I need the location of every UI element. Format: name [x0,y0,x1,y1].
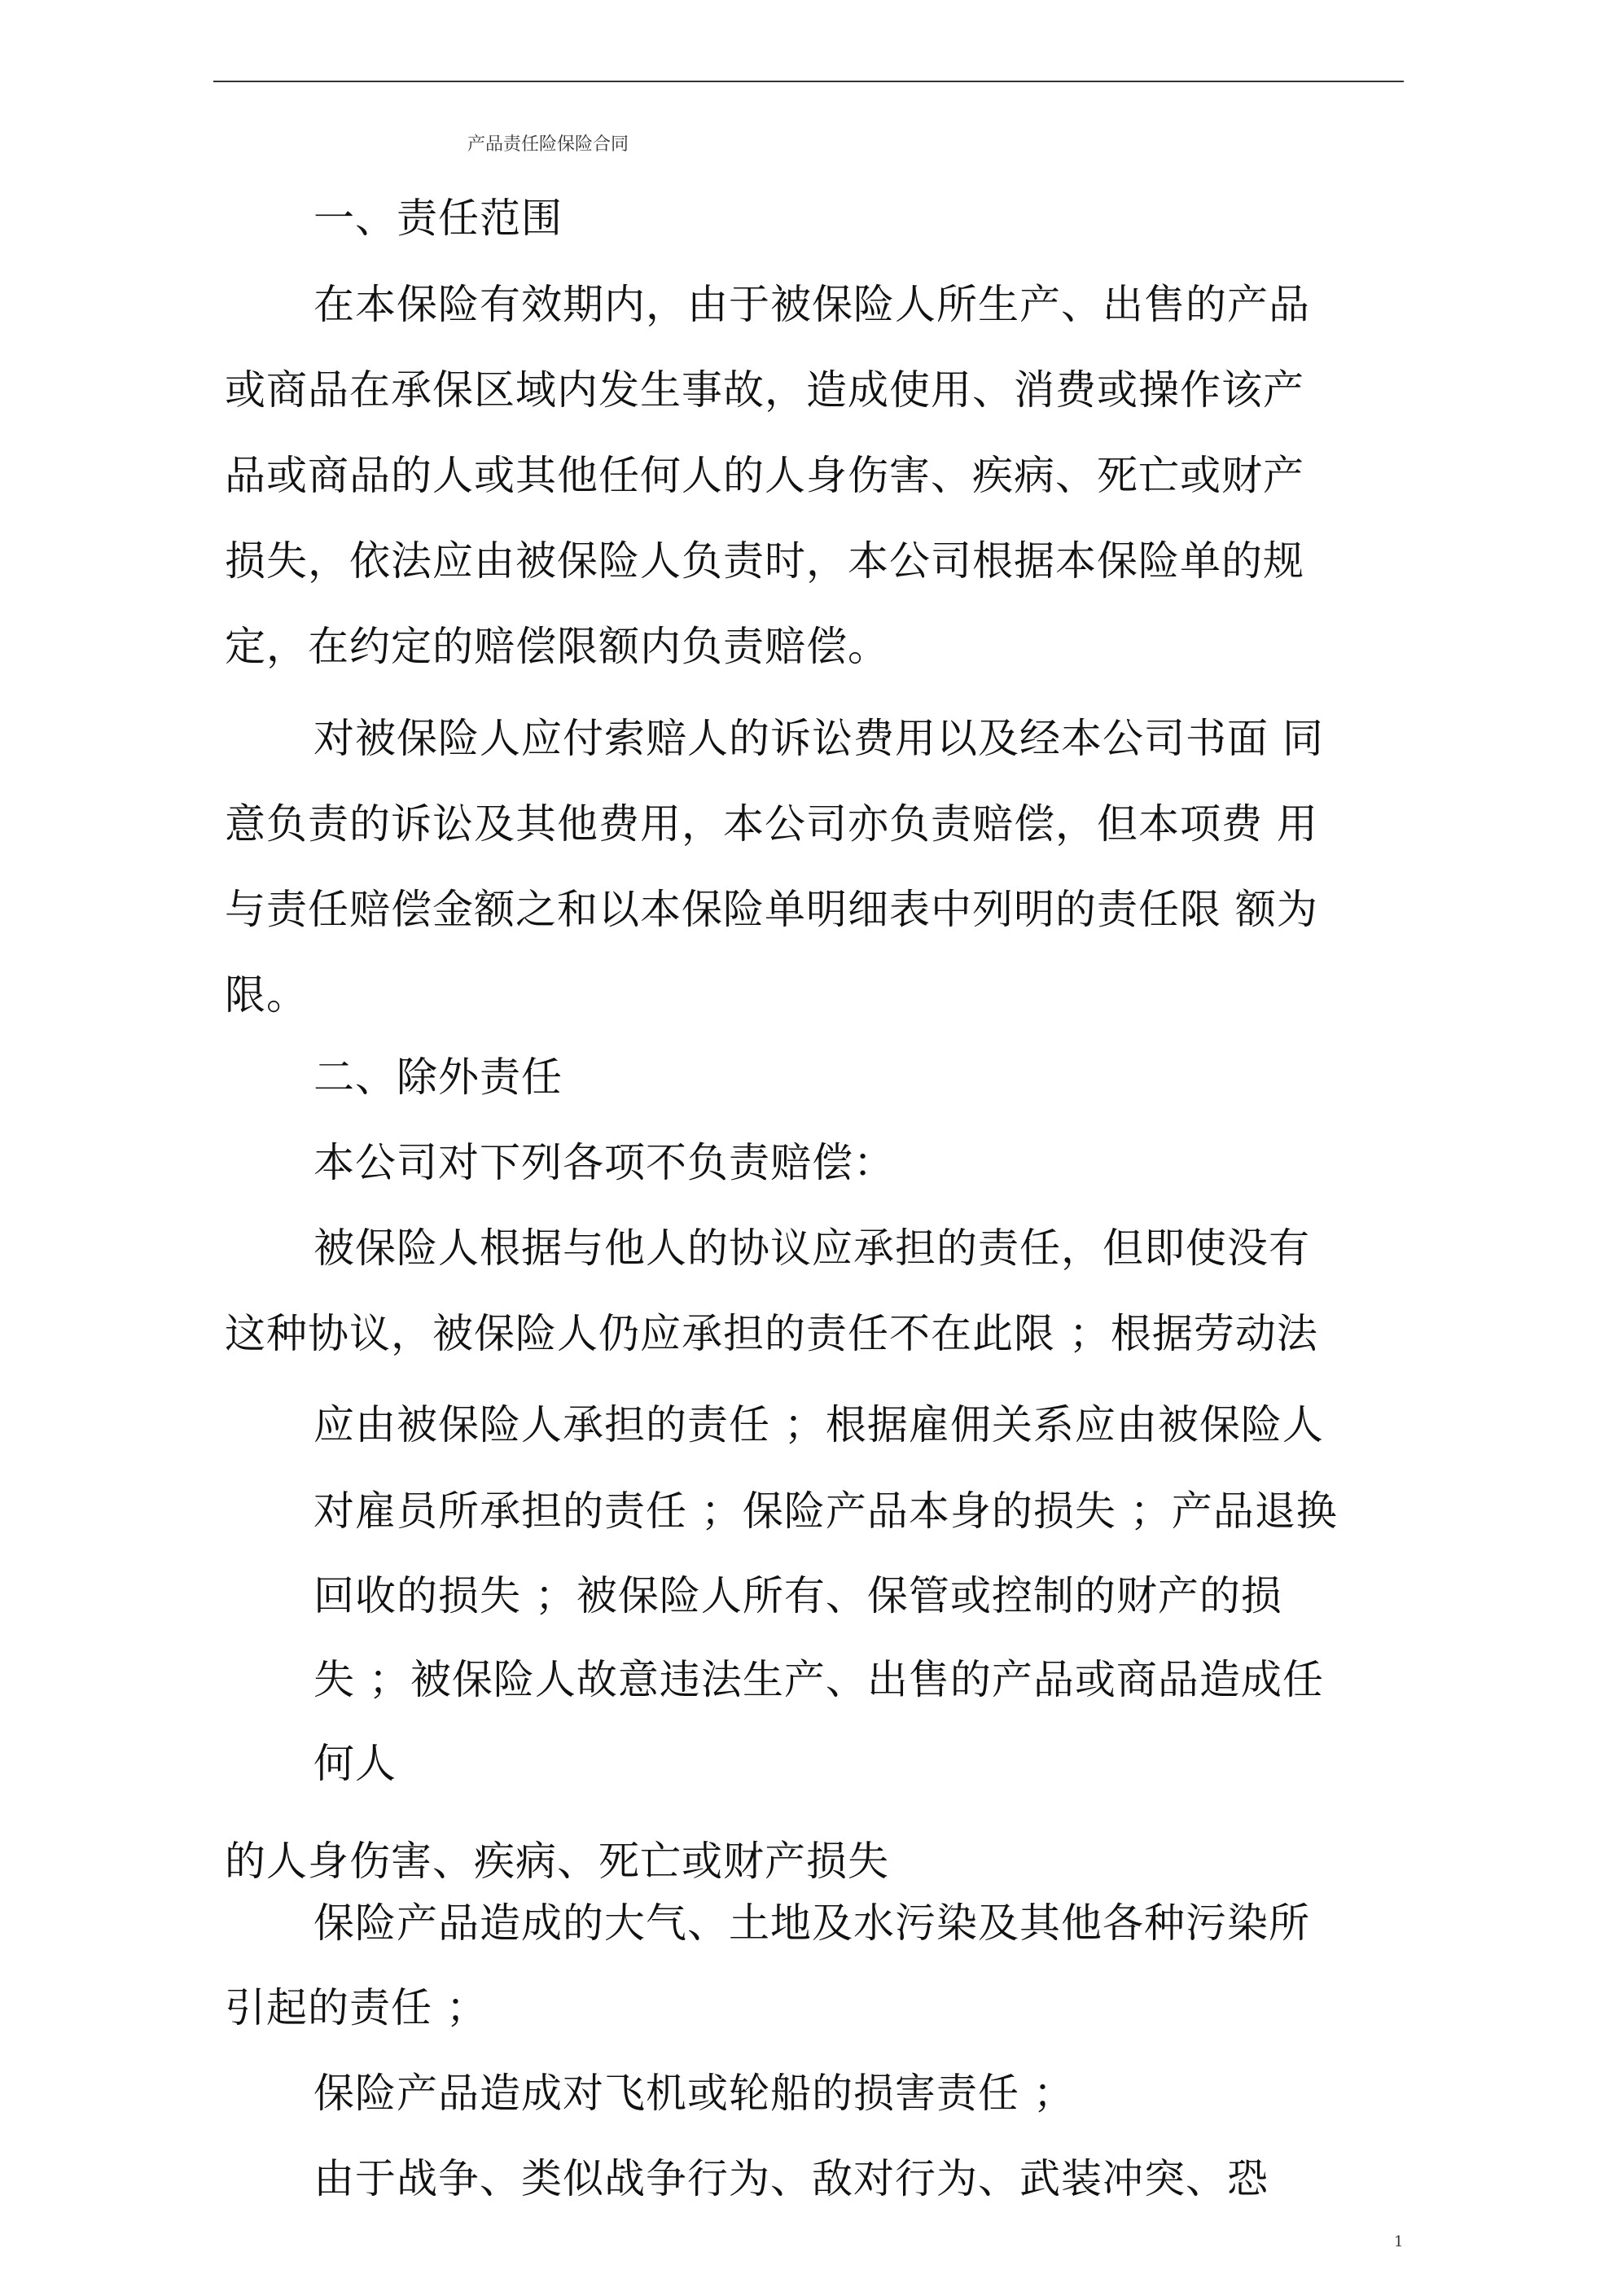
paragraph-line: 本公司对下列各项不负责赔偿： [313,1139,895,1186]
paragraph-line: 在本保险有效期内，由于被保险人所生产、出售的产品 [313,281,1310,328]
paragraph-line: 或商品在承保区域内发生事故，造成使用、消费或操作该产 [225,366,1304,414]
paragraph-line: 回收的损失 ；被保险人所有、保管或控制的财产的损 [313,1572,1282,1619]
paragraph-line: 对被保险人应付索赔人的诉讼费用以及经本公司书面 同 [313,715,1324,762]
section-heading-exclusions: 二、除外责任 [313,1054,563,1101]
header-rule [213,81,1404,82]
paragraph-line: 保险产品造成的大气、土地及水污染及其他各种污染所 [313,1899,1310,1947]
paragraph-line: 这种协议，被保险人仍应承担的责任不在此限 ；根据劳动法 [225,1310,1318,1357]
paragraph-line: 何人 [313,1740,397,1787]
paragraph-line: 定，在约定的赔偿限额内负责赔偿。 [225,623,889,670]
paragraph-line: 应由被保险人承担的责任 ；根据雇佣关系应由被保险人 [313,1401,1324,1448]
page-number: 1 [1394,2233,1404,2250]
paragraph-line: 失 ；被保险人故意违法生产、出售的产品或商品造成任 [313,1656,1324,1703]
paragraph-line: 限。 [225,971,308,1019]
paragraph-line: 由于战争、类似战争行为、敌对行为、武装冲突、恐 [313,2155,1269,2202]
document-header-title: 产品责任险保险合同 [467,134,629,155]
paragraph-line: 与责任赔偿金额之和以本保险单明细表中列明的责任限 额为 [225,886,1318,933]
paragraph-line: 保险产品造成对飞机或轮船的损害责任 ； [313,2070,1075,2117]
paragraph-line: 引起的责任 ； [225,1984,488,2031]
paragraph-line: 的人身伤害、疾病、死亡或财产损失 [225,1838,889,1885]
section-heading-scope: 一、责任范围 [313,195,563,242]
paragraph-line: 被保险人根据与他人的协议应承担的责任，但即使没有 [313,1225,1310,1272]
paragraph-line: 损失，依法应由被保险人负责时，本公司根据本保险单的规 [225,537,1304,585]
paragraph-line: 品或商品的人或其他任何人的人身伤害、疾病、死亡或财产 [225,452,1304,499]
paragraph-line: 对雇员所承担的责任 ；保险产品本身的损失 ；产品退换 [313,1488,1338,1535]
paragraph-line: 意负责的诉讼及其他费用，本公司亦负责赔偿，但本项费 用 [225,800,1318,848]
